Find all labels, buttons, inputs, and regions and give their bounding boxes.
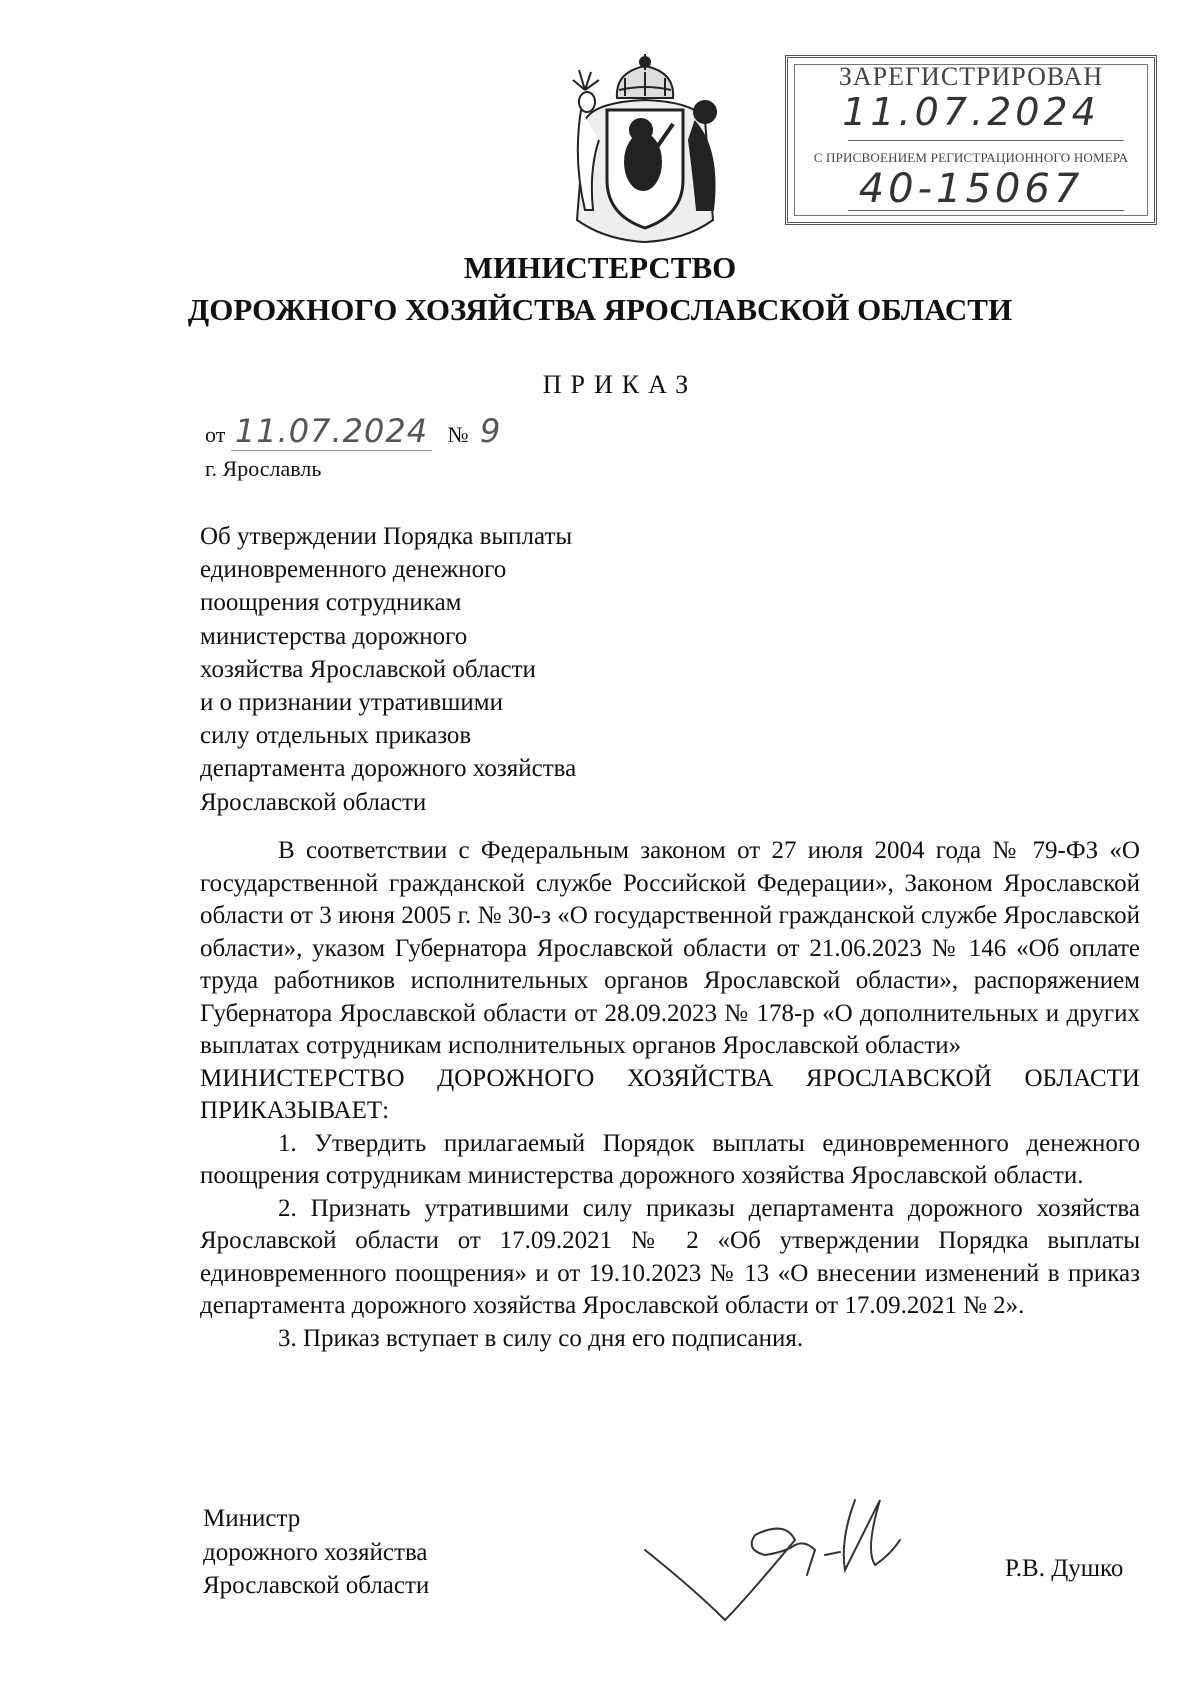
signatory-position — [203, 1502, 429, 1603]
subject-line: единовременного денежного — [200, 556, 507, 584]
subject-line: департамента дорожного хозяйства — [200, 755, 577, 783]
item-1-paragraph: 1. Утвердить прилагаемый Порядок выплаты единовременного денежного поощрения сотрудникам министерства дорожного хозяйства Ярославской области. — [200, 1129, 1140, 1189]
signatory-position-line: Министр — [203, 1505, 301, 1532]
signatory-position-line: дорожного хозяйства — [203, 1538, 428, 1566]
order-number: 9 — [480, 412, 502, 450]
order-subject — [200, 520, 760, 819]
preamble-paragraph: В соответствии с Федеральным законом от 27 июля 2004 года № 79-ФЗ «О государственной гражданской службе Российской Федерации», Законом Ярославской области от 3 июня 2005 г. № 30-з «О государственной гражданской службе Ярославской области», указом Губернатора Ярославской области от 21.06.2023 № 146 «Об оплате труда работников исполнительных органов Ярославской области», распоряжением Губернатора Ярославской области от 28.09.2023 № 178-р «О дополнительных и других выплатах сотрудникам исполнительных органов Ярославской области» — [200, 837, 1140, 1059]
registration-stamp — [785, 55, 1157, 225]
order-from-label: от — [205, 422, 226, 447]
signatory-position-line: Ярославской области — [203, 1572, 430, 1599]
stamp-title: ЗАРЕГИСТРИРОВАН — [838, 62, 1104, 91]
order-title: ПРИКАЗ — [542, 370, 698, 399]
ministry-name-line1: МИНИСТЕРСТВО — [463, 250, 737, 285]
stamp-subtitle: С ПРИСВОЕНИЕМ РЕГИСТРАЦИОННОГО НОМЕРА — [813, 150, 1129, 165]
subject-line: Об утверждении Порядка выплаты — [200, 523, 573, 550]
order-body — [200, 835, 1140, 1355]
subject-line: поощрения сотрудникам — [200, 589, 462, 617]
order-number-label: № — [447, 422, 469, 447]
subject-line: министерства дорожного — [200, 622, 468, 650]
handwritten-signature — [635, 1480, 915, 1630]
stamp-registration-date: 11.07.2024 — [842, 90, 1100, 134]
subject-line: и о признании утратившими — [200, 689, 503, 717]
subject-line: Ярославской области — [200, 788, 427, 816]
order-date-line — [205, 412, 501, 456]
item-2-paragraph: 2. Признать утратившими силу приказы департамента дорожного хозяйства Ярославской области от 17.09.2021 № 2 «Об утверждении Порядка выплаты единовременного поощрения» и от 19.10.2023 № 13 «О внесении изменений в приказ департамента дорожного хозяйства Ярославской области от 17.09.2021 № 2». — [200, 1194, 1140, 1319]
decree-paragraph: МИНИСТЕРСТВО ДОРОЖНОГО ХОЗЯЙСТВА ЯРОСЛАВСКОЙ ОБЛАСТИ ПРИКАЗЫВАЕТ: — [200, 1064, 1140, 1124]
subject-line: хозяйства Ярославской области — [200, 655, 536, 683]
order-city: г. Ярославль — [205, 456, 322, 481]
order-date: 11.07.2024 — [231, 412, 432, 451]
coat-of-arms-emblem — [555, 50, 735, 250]
stamp-registration-number: 40-15067 — [858, 166, 1084, 212]
subject-line: силу отдельных приказов — [200, 722, 472, 750]
item-3-paragraph: 3. Приказ вступает в силу со дня его подписания. — [278, 1324, 804, 1352]
signatory-name: Р.В. Душко — [1005, 1555, 1124, 1582]
ministry-name-line2: ДОРОЖНОГО ХОЗЯЙСТВА ЯРОСЛАВСКОЙ ОБЛАСТИ — [187, 292, 1013, 327]
